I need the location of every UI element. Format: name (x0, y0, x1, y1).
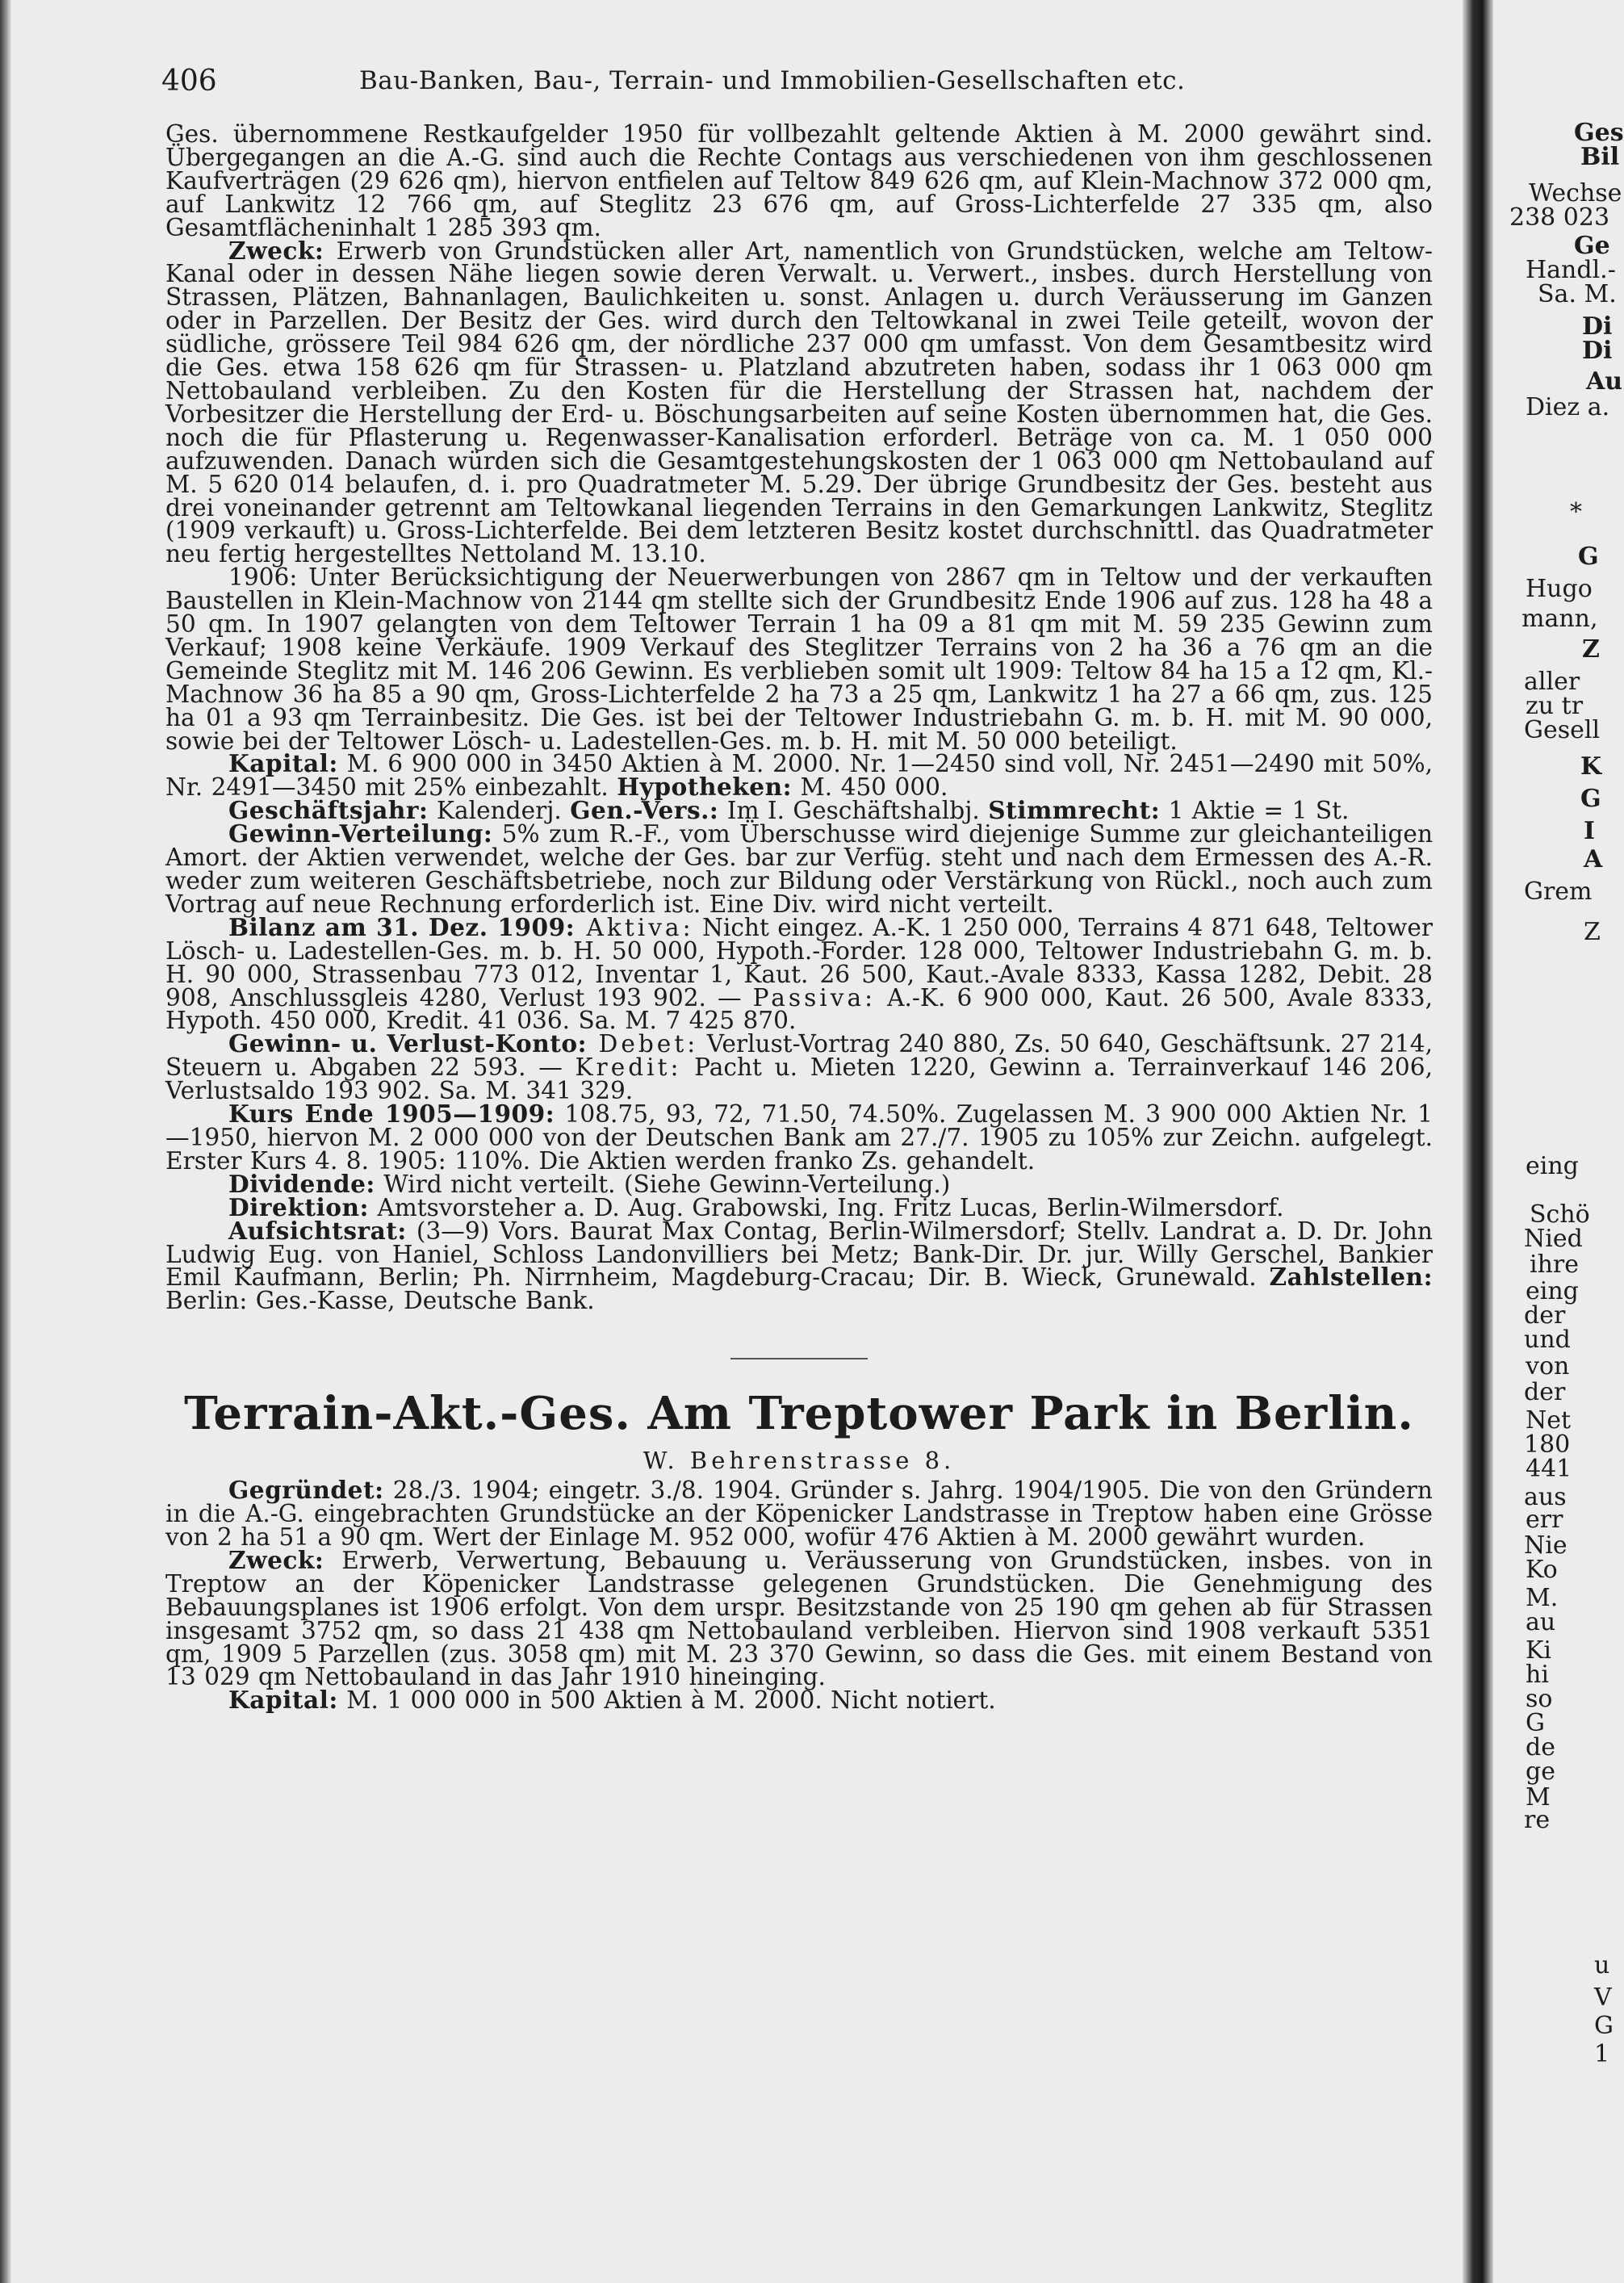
guv-paragraph (165, 1029, 1433, 1105)
adjacent-fragment: aus (1524, 1483, 1567, 1511)
kapital-text: M. 6 900 000 in 3450 Aktien à M. 2000. Nr. 1—2450 sind voll, Nr. 2451—2490 mit 50%, Nr. 2491—3450 mit 25% einbezahlt. (165, 750, 1433, 802)
adjacent-fragment: Net (1526, 1406, 1572, 1435)
gegruendet-label: Gegründet: (228, 1476, 384, 1505)
adjacent-fragment: der (1524, 1301, 1566, 1330)
dividende-label: Dividende: (228, 1169, 375, 1198)
article-title: Terrain-Akt.-Ges. Am Treptower Park in Berlin. (184, 1387, 1414, 1441)
adjacent-fragment: G (1578, 542, 1599, 571)
adjacent-fragment: eing (1526, 1152, 1579, 1180)
adjacent-page-fragments (1500, 0, 1624, 2283)
guv-debet-text: Verlust-Vortrag 240 880, Zs. 50 640, Geschäftsunk. 27 214, Steuern u. Abgaben 22 593. — (165, 1030, 1433, 1082)
dividende-text: Wird nicht verteilt. (Siehe Gewinn-Verteilung.) (375, 1170, 951, 1198)
adjacent-fragment: Bil (1580, 143, 1620, 171)
stimmrecht-text: 1 Aktie = 1 St. (1160, 797, 1350, 825)
zweck2-paragraph (165, 1545, 1433, 1691)
bilanz-passiva-label: Passiva: (752, 983, 877, 1012)
kapital2-paragraph (165, 1686, 1433, 1715)
article-teltow (165, 120, 1433, 1315)
adjacent-fragment: Z (1582, 635, 1600, 664)
adjacent-fragment: Ges (1574, 119, 1624, 147)
hypotheken-label: Hypotheken: (617, 773, 793, 802)
history-paragraph: 1906: Unter Berücksichtigung der Neuerwerbungen von 2867 qm in Teltow und der verkauften Baustellen in Klein-Machnow von 2144 qm stellte sich der Grundbesitz Ende 1906 auf zus. 128 ha 48 a 50 qm. In 1907 gelangten von dem Teltower Terrain 1 ha 09 a 81 qm mit M. 59 235 Gewinn zum Verkauf; 1908 keine Verkäufe. 1909 Verkauf des Steglitzer Terrains von 2 ha 36 a 76 qm an die Gemeinde Steglitz mit M. 146 206 Gewinn. Es verblieben somit ult 1909: Teltow 84 ha 15 a 12 qm, Kl.-Machnow 36 ha 85 a 90 qm, Gross-Lichterfelde 2 ha 73 a 25 qm, Lankwitz 1 ha 27 a 66 qm, zus. 125 ha 01 a 93 qm Terrainbesitz. Die Ges. ist bei der Teltower Industriebahn G. m. b. H. mit M. 90 000, sowie bei der Teltower Lösch- u. Ladestellen-Ges. m. b. H. mit M. 50 000 beteiligt. (165, 563, 1433, 755)
adjacent-fragment: Di (1582, 312, 1613, 341)
adjacent-fragment: Ge (1574, 232, 1610, 260)
adjacent-fragment: ge (1526, 1757, 1555, 1786)
aufsichtsrat-text: (3—9) Vors. Baurat Max Contag, Berlin-Wilmersdorf; Stellv. Landrat a. D. Dr. John Ludwig Eug. von Haniel, Schloss Landonvilliers bei Metz; Bank-Dir. Dr. jur. Willy Gerschel, Bankier Emil Kaufmann, Berlin; Ph. Nirrnheim, Magdeburg-Cracau; Dir. B. Wieck, Grunewald. (165, 1217, 1433, 1292)
zweck-text: Erwerb von Grundstücken aller Art, namentlich von Grundstücken, welche am Teltow-Kanal oder in dessen Nähe liegen sowie deren Verwalt. u. Verwert., insbes. durch Herstellung von Strassen, Plätzen, Bahnanlagen, Baulichkeiten u. sonst. Anlagen u. durch Veräusserung im Ganzen oder in Parzellen. Der Besitz der Ges. wird durch den Teltowkanal in zwei Teile geteilt, wovon der südliche, grössere Teil 984 626 qm, der nördliche 237 000 qm umfasst. Von dem Gesamtbesitz wird die Ges. etwa 158 626 qm für Strassen- u. Platzland abzutreten haben, sodass ihr 1 063 000 qm Nettobauland verbleiben. Zu den Kosten für die Herstellung der Strassen hat, nachdem der Vorbesitzer die Herstellung der Erd- u. Böschungsarbeiten auf seine Kosten übernommen hat, die Ges. noch die für Pflasterung u. Regenwasser-Kanalisation erforderl. Beträge von ca. M. 1 050 000 aufzuwenden. Danach würden sich die Gesamtgestehungskosten der 1 063 000 qm Nettobauland auf M. 5 620 014 belaufen, d. i. pro Quadratmeter M. 5.29. Der übrige Grundbesitz der Ges. besteht aus drei voneinander getrennt am Teltowkanal liegenden Terrains in den Gemarkungen Lankwitz, Steglitz (1909 verkauft) u. Gross-Lichterfelde. Bei dem letzteren Besitz kostet durchschnittl. das Quadratmeter neu fertig hergestelltes Nettoland M. 13.10. (165, 237, 1433, 568)
adjacent-fragment: M (1526, 1783, 1551, 1812)
guv-kredit-label: Kredit: (575, 1054, 682, 1082)
adjacent-fragment: Au (1586, 367, 1623, 396)
adjacent-fragment: K (1580, 752, 1602, 781)
adjacent-fragment: Nied (1524, 1225, 1583, 1253)
kurs-label: Kurs Ende 1905—1909: (228, 1100, 555, 1129)
adjacent-fragment: G (1526, 1709, 1545, 1737)
adjacent-fragment: G (1580, 785, 1601, 813)
adjacent-fragment: Z (1584, 918, 1601, 946)
kapital2-label: Kapital: (228, 1686, 338, 1715)
adjacent-fragment: Di (1582, 337, 1613, 365)
gewinnverteilung-paragraph (165, 819, 1433, 918)
bilanz-aktiva-label: Aktiva: (575, 913, 694, 941)
adjacent-fragment: Nie (1524, 1531, 1567, 1560)
guv-label: Gewinn- u. Verlust-Konto: (228, 1029, 588, 1058)
section-divider (730, 1358, 868, 1359)
adjacent-fragment: * (1570, 498, 1582, 526)
adjacent-fragment: mann, (1521, 605, 1598, 633)
zweck2-label: Zweck: (228, 1545, 324, 1574)
direktion-text: Amtsvorsteher a. D. Aug. Grabowski, Ing. Fritz Lucas, Berlin-Wilmersdorf. (368, 1193, 1284, 1221)
adjacent-fragment: V (1594, 1983, 1612, 2012)
book-gutter (1463, 0, 1493, 2283)
adjacent-fragment: u (1594, 1951, 1610, 1979)
genvers-label: Gen.-Vers.: (570, 796, 719, 825)
adjacent-fragment: der (1524, 1378, 1566, 1406)
zahlstellen-text: Berlin: Ges.-Kasse, Deutsche Bank. (165, 1287, 595, 1315)
bilanz-passiva-text: A.-K. 6 900 000, Kaut. 26 500, Avale 8333, Hypoth. 450 000, Kredit. 41 036. Sa. M. 7 425 870. (165, 983, 1433, 1035)
adjacent-fragment: Diez a. (1526, 393, 1610, 421)
adjacent-fragment: Handl.- (1526, 256, 1616, 284)
adjacent-fragment: Wechse (1529, 179, 1622, 207)
kurs-paragraph (165, 1100, 1433, 1175)
gewinnverteilung-text: 5% zum R.-F., vom Überschusse wird diejenige Summe zur gleichanteiligen Amort. der Aktien verwendet, welche der Ges. bar zur Verfüg. steht und nach dem Ermessen des A.-R. weder zum weiteren Geschäftsbetriebe, noch zur Bildung oder Verstärkung von Rückl., noch auch zum Vortrag auf neue Rechnung erforderlich ist. Eine Div. wird nicht verteilt. (165, 820, 1433, 918)
adjacent-fragment: zu tr (1526, 692, 1584, 720)
adjacent-fragment: Sa. M. (1538, 280, 1617, 308)
kurs-text: 108.75, 93, 72, 71.50, 74.50%. Zugelassen M. 3 900 000 Aktien Nr. 1—1950, hiervon M. 2 000 000 von der Deutschen Bank am 27./7. 1905 zu 105% zur Zeichn. aufgelegt. Erster Kurs 4. 8. 1905: 110%. Die Aktien werden franko Zs. gehandelt. (165, 1100, 1433, 1175)
bilanz-paragraph (165, 912, 1433, 1035)
gewinnverteilung-label: Gewinn-Verteilung: (228, 819, 493, 848)
adjacent-fragment: re (1524, 1806, 1551, 1834)
adjacent-fragment: aller (1524, 668, 1580, 696)
scan-edge-left (0, 0, 11, 2283)
kapital2-text: M. 1 000 000 in 500 Aktien à M. 2000. Nicht notiert. (337, 1686, 996, 1715)
adjacent-fragment: 180 (1524, 1431, 1571, 1459)
kapital-label: Kapital: (228, 749, 338, 778)
adjacent-fragment: so (1526, 1685, 1553, 1713)
adjacent-fragment: ihre (1530, 1250, 1580, 1279)
adjacent-fragment: Hugo (1526, 575, 1593, 603)
article-treptow (165, 1387, 1433, 1715)
bilanz-aktiva-text: Nicht eingez. A.-K. 1 250 000, Terrains 4 871 648, Teltower Lösch- u. Ladestellen-Ges. m. b. H. 50 000, Hypoth.-Forder. 128 000, Teltower Industriebahn G. m. b. H. 90 000, Strassenbau 773 012, Inventar 1, Kaut. 26 500, Kaut.-Avale 8333, Kassa 1282, Debit. 28 908, Anschlussgleis 4280, Verlust 193 902. — (165, 913, 1433, 1012)
adjacent-fragment: 1 (1594, 2040, 1610, 2068)
adjacent-fragment: Ko (1526, 1556, 1558, 1584)
zweck-label: Zweck: (228, 236, 324, 265)
adjacent-fragment: I (1584, 817, 1596, 845)
adjacent-fragment: de (1526, 1733, 1555, 1761)
adjacent-fragment: von (1526, 1352, 1570, 1380)
page (161, 57, 1433, 1715)
geschaeftsjahr-text: Kalenderj. (428, 797, 571, 825)
adjacent-fragment: A (1584, 845, 1603, 873)
article-address: W. Behrenstrasse 8. (642, 1447, 956, 1475)
adjacent-fragment: Grem (1524, 878, 1593, 906)
genvers-text: Im I. Geschäftshalbj. (718, 797, 989, 825)
adjacent-fragment: hi (1526, 1661, 1549, 1689)
adjacent-fragment: Gesell (1524, 716, 1601, 744)
gegruendet-text: 28./3. 1904; eingetr. 3./8. 1904. Gründer s. Jahrg. 1904/1905. Die von den Gründern in die A.-G. eingebrachten Grundstücke an der Köpenicker Landstrasse in Treptow haben eine Grösse von 2 ha 51 a 90 qm. Wert der Einlage M. 952 000, wofür 476 Aktien à M. 2000 gewährt wurden. (165, 1477, 1433, 1552)
aufsichtsrat-paragraph (165, 1216, 1433, 1315)
hypotheken-text: M. 450 000. (792, 773, 948, 802)
adjacent-fragment: 238 023 (1509, 203, 1610, 232)
intro-paragraph: Ges. übernommene Restkaufgelder 1950 für vollbezahlt geltende Aktien à M. 2000 gewährt sind. Übergegangen an die A.-G. sind auch die Rechte Contags aus verschiedenen von ihm geschlossenen Kaufverträgen (29 626 qm), hiervon entfielen auf Teltow 849 626 qm, auf Klein-Machnow 372 000 qm, auf Lankwitz 12 766 qm, auf Steglitz 23 676 qm, auf Gross-Lichterfelde 27 335 qm, also Gesamtflächeninhalt 1 285 393 qm. (165, 120, 1433, 241)
running-title: Bau-Banken, Bau-, Terrain- und Immobilien-Gesellschaften etc. (359, 66, 1186, 95)
adjacent-fragment: au (1526, 1608, 1556, 1636)
adjacent-fragment: 441 (1526, 1455, 1572, 1483)
zweck-paragraph (165, 236, 1433, 568)
adjacent-fragment: Ki (1526, 1636, 1552, 1665)
adjacent-fragment: M. (1526, 1584, 1559, 1612)
stimmrecht-label: Stimmrecht: (988, 796, 1161, 825)
geschaeftsjahr-label: Geschäftsjahr: (228, 796, 429, 825)
running-head (161, 57, 1433, 105)
adjacent-fragment: Schö (1530, 1200, 1590, 1229)
zweck2-text: Erwerb, Verwertung, Bebauung u. Veräusserung von Grundstücken, insbes. von in Treptow an der Köpenicker Landstrasse gelegenen Grundstücken. Die Genehmigung des Bebauungsplanes ist 1906 erfolgt. Von dem urspr. Besitzstande von 25 190 qm gehen ab für Strassen insgesamt 3752 qm, so dass 21 438 qm Nettobauland verbleiben. Hiervon sind 1908 verkauft 5351 qm, 1909 5 Parzellen (zus. 3058 qm) mit M. 23 370 Gewinn, so dass die Ges. mit einem Bestand von 13 029 qm Nettobauland in das Jahr 1910 hineinging. (165, 1546, 1433, 1691)
article-treptow-body (165, 1476, 1433, 1715)
bilanz-label: Bilanz am 31. Dez. 1909: (228, 912, 576, 941)
adjacent-fragment: eing (1526, 1277, 1579, 1305)
kapital-paragraph (165, 749, 1433, 802)
direktion-label: Direktion: (228, 1192, 369, 1221)
gegruendet-paragraph (165, 1476, 1433, 1552)
adjacent-fragment: und (1524, 1326, 1571, 1354)
adjacent-fragment: err (1526, 1506, 1563, 1534)
zahlstellen-label: Zahlstellen: (1269, 1263, 1433, 1292)
guv-kredit-text: Pacht u. Mieten 1220, Gewinn a. Terrainverkauf 146 206, Verlustsaldo 193 902. Sa. M. 341 329. (165, 1054, 1433, 1105)
guv-debet-label: Debet: (587, 1030, 699, 1058)
page-number: 406 (161, 65, 217, 98)
adjacent-fragment: G (1594, 2012, 1614, 2040)
aufsichtsrat-label: Aufsichtsrat: (228, 1216, 407, 1245)
